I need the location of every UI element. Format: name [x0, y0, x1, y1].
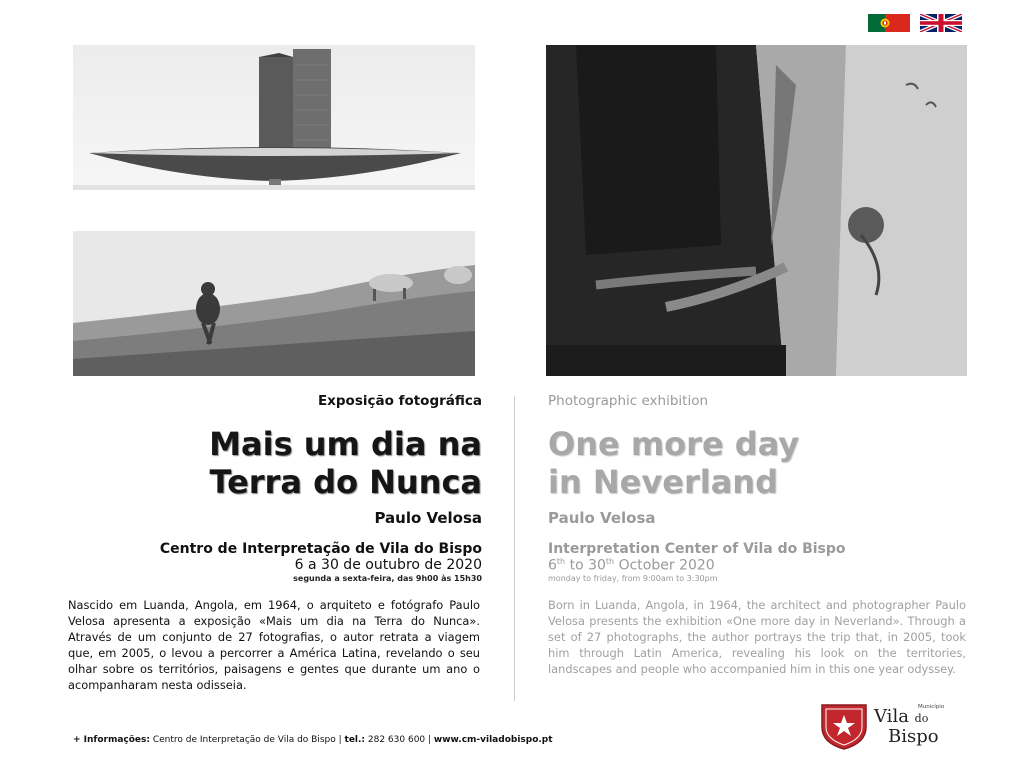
- logo-name: [874, 708, 939, 746]
- english-flag-button[interactable]: [920, 14, 962, 32]
- en-dates-sup2: th: [605, 557, 615, 566]
- logo-bispo: Bispo: [888, 726, 939, 747]
- en-dates-day1: 6: [548, 557, 557, 574]
- en-description: Born in Luanda, Angola, in 1964, the architect and photographer Paulo Velosa presents the exhibition «One more day in Neverland». Through a set of 27 photographs, the author portrays the trip that, in 2005, took him through Latin America, revealing his look on the territories, landscapes and people who accompanied him in this one year odyssey.: [548, 598, 966, 677]
- en-subtitle: Photographic exhibition: [548, 393, 709, 409]
- en-title: [548, 425, 799, 501]
- en-title-line2: in Neverland: [548, 463, 778, 501]
- en-dates-sup1: th: [556, 557, 566, 566]
- footer-info-label: + Informações:: [73, 735, 150, 745]
- photo-doorway-hands: [546, 45, 967, 376]
- en-author: Paulo Velosa: [548, 509, 656, 527]
- photo-congress-building: [73, 45, 475, 190]
- pt-title: [209, 425, 482, 501]
- pt-venue: Centro de Interpretação de Vila do Bispo: [159, 541, 482, 557]
- en-dates: [548, 557, 715, 574]
- pt-description: Nascido em Luanda, Angola, em 1964, o arquiteto e fotógrafo Paulo Velosa apresenta a exposição «Mais um dia na Terra do Nunca». Através de um conjunto de 27 fotografias, o autor retrata a viagem que, em 2005, o levou a percorrer a América Latina, revelando o seu olhar sobre os territórios, paisagens e gentes que durante um ano o acompanharam nesta odisseia.: [68, 598, 480, 693]
- portuguese-flag-button[interactable]: [868, 14, 910, 32]
- footer-info: [73, 735, 553, 745]
- en-dates-end: October 2020: [614, 557, 715, 574]
- pt-hours: segunda a sexta-feira, das 9h00 às 15h30: [293, 574, 482, 583]
- en-venue: Interpretation Center of Vila do Bispo: [548, 541, 846, 557]
- uk-flag-icon: [920, 14, 962, 32]
- footer-tel-label: tel.:: [344, 735, 366, 745]
- pt-dates: 6 a 30 de outubro de 2020: [294, 557, 482, 573]
- shield-icon: [818, 701, 870, 751]
- logo-municipio: Município: [918, 704, 945, 710]
- footer-tel-value: 282 630 600 |: [365, 735, 434, 745]
- column-divider: [514, 396, 515, 701]
- en-title-line1: One more day: [548, 425, 800, 463]
- pt-title-line1: Mais um dia na: [209, 425, 482, 463]
- pt-subtitle: Exposição fotográfica: [317, 393, 482, 409]
- en-hours: monday to friday, from 9:00am to 3:30pm: [548, 574, 718, 583]
- logo-do: do: [914, 712, 929, 725]
- logo-vila: Vila: [874, 706, 909, 727]
- en-dates-mid: to 30: [565, 557, 606, 574]
- pt-title-line2: Terra do Nunca: [209, 463, 482, 501]
- municipality-logo[interactable]: [818, 701, 970, 751]
- portugal-flag-icon: [868, 14, 910, 32]
- footer-website-link[interactable]: www.cm-viladobispo.pt: [433, 735, 553, 745]
- pt-author: Paulo Velosa: [374, 509, 482, 527]
- footer-info-text: Centro de Interpretação de Vila do Bispo |: [150, 735, 345, 745]
- photo-hillside-llamas: [73, 231, 475, 376]
